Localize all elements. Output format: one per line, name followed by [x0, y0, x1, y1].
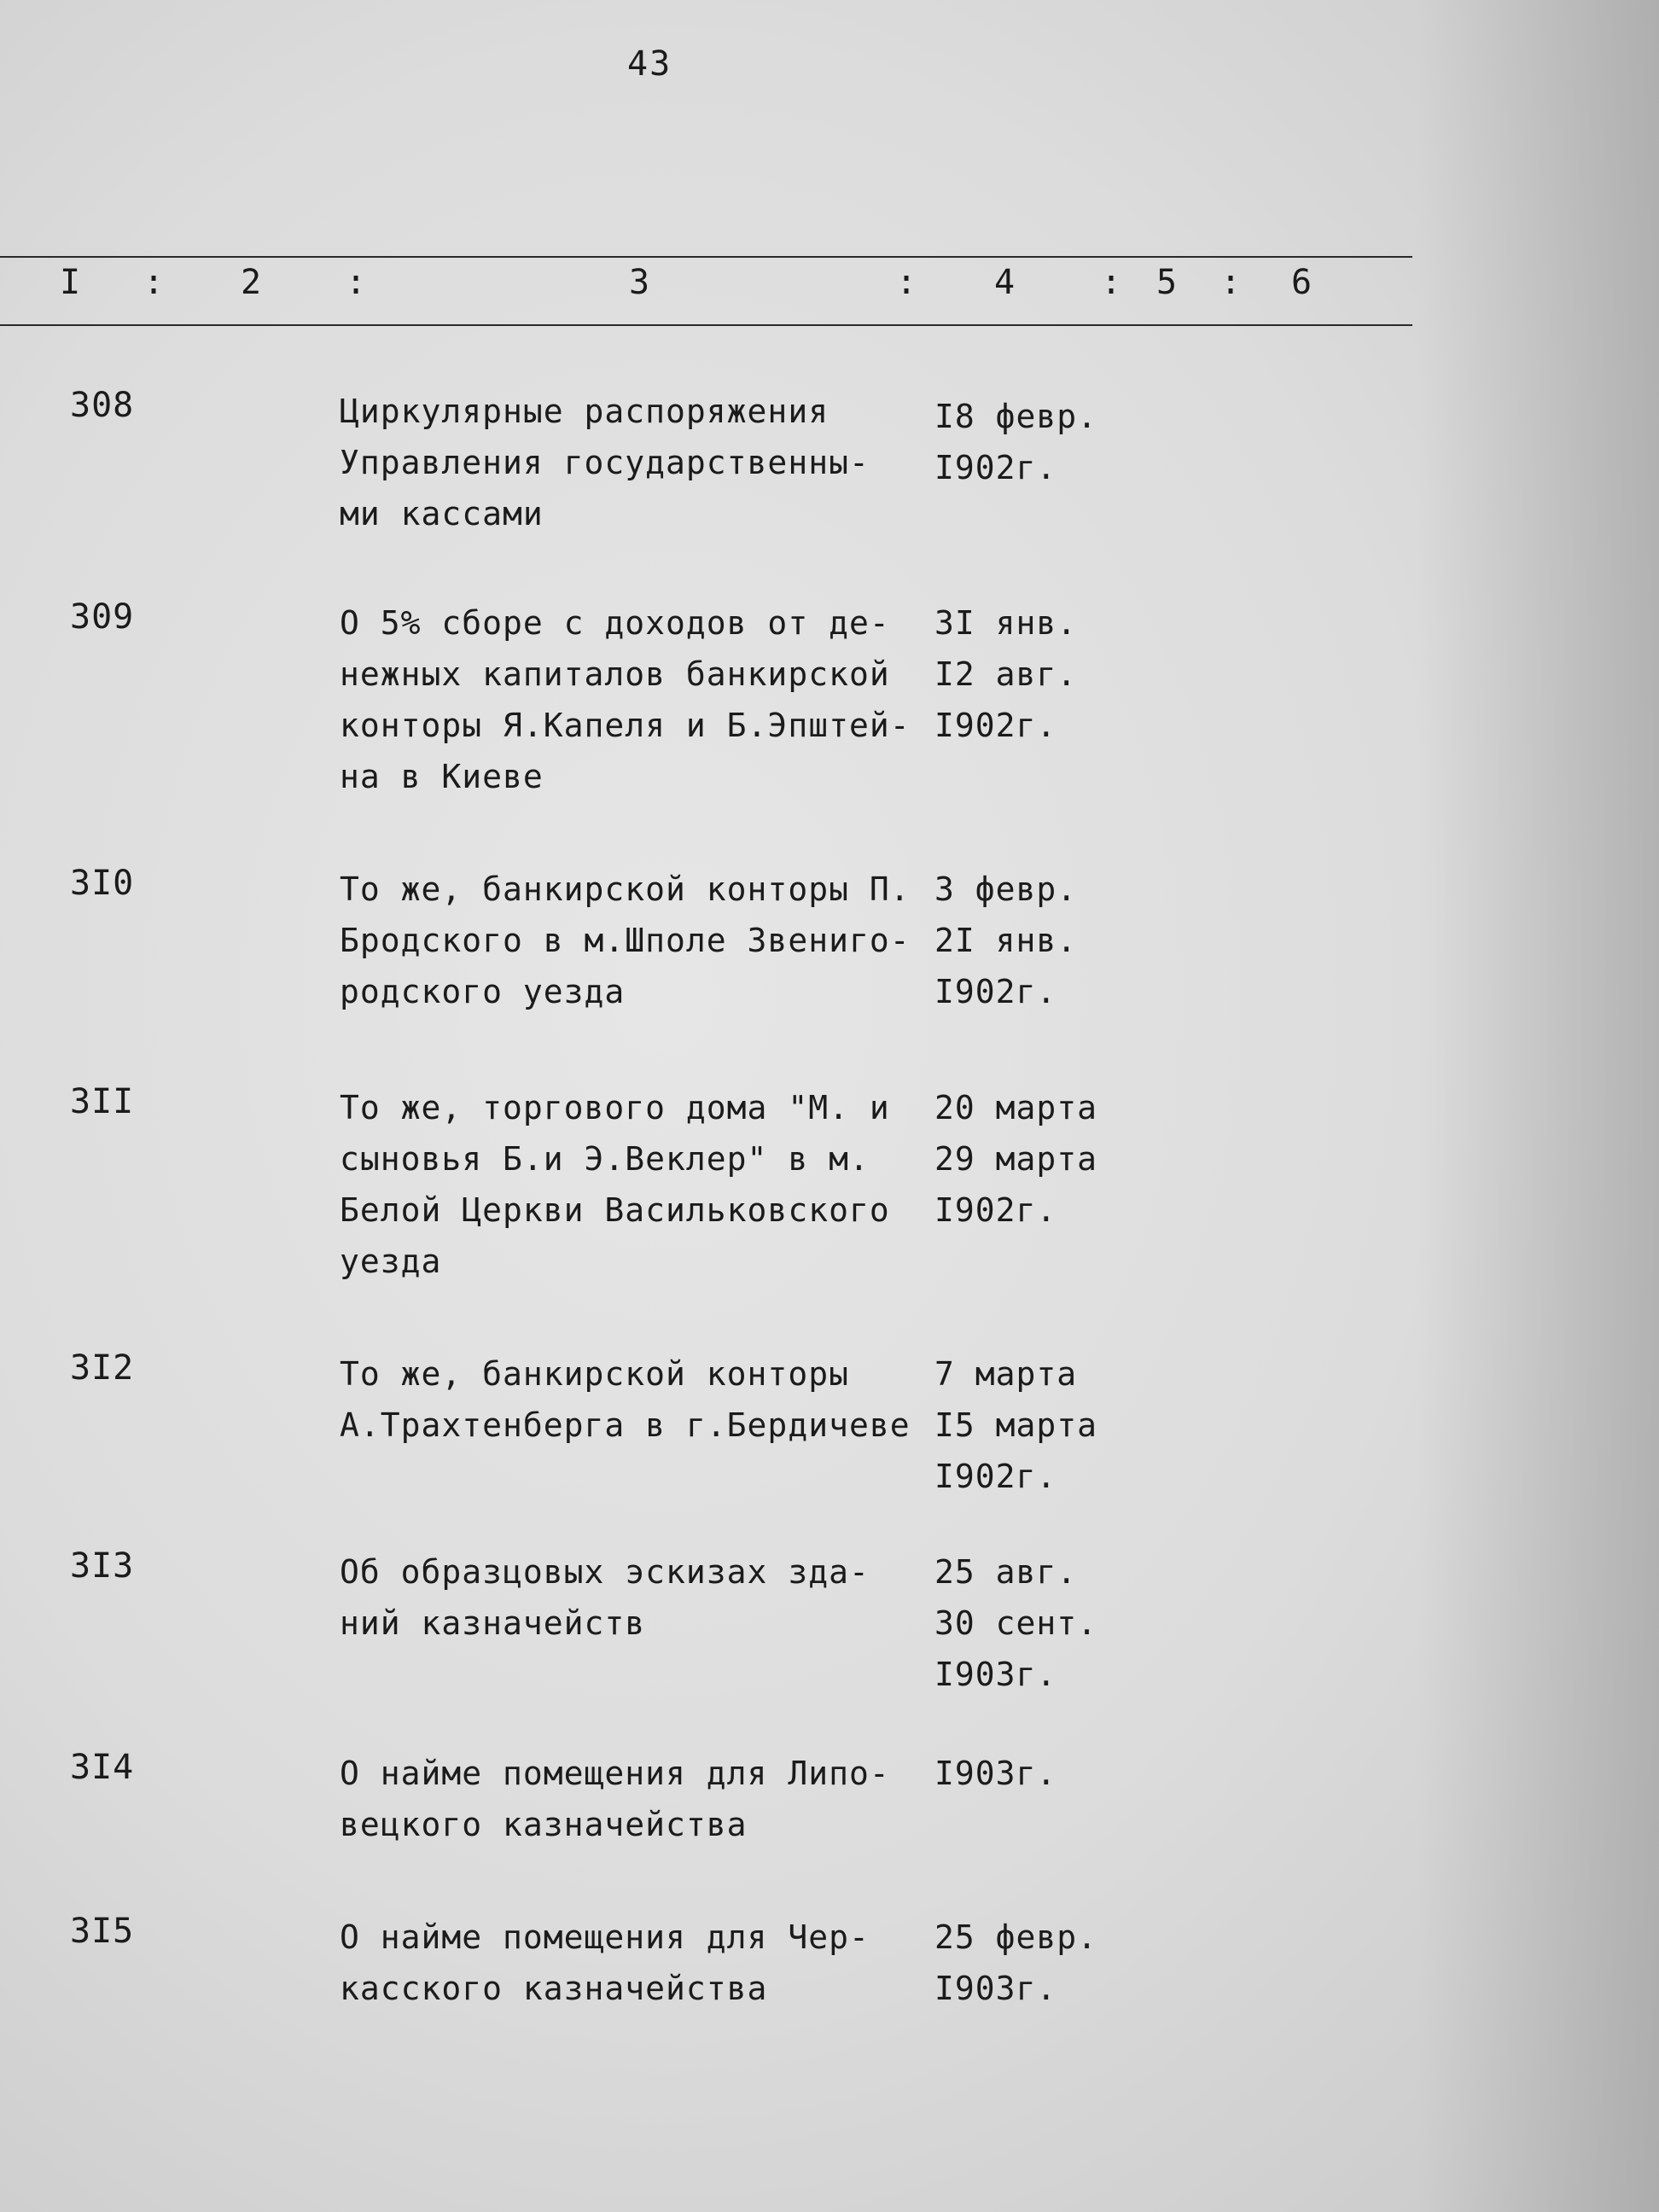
title-line: А.Трахтенберга в г.Бердичеве [340, 1406, 911, 1444]
date-line: I903г. [934, 1656, 1057, 1693]
date-line: I903г. [934, 1970, 1057, 2007]
header-rule-bottom [0, 324, 1412, 326]
title-line: касского казначейства [340, 1970, 768, 2007]
entry-dates [934, 1912, 1156, 2014]
entry-dates [934, 391, 1156, 493]
title-line: О найме помещения для Чер- [340, 1918, 870, 1956]
title-line: сыновья Б.и Э.Веклер" в м. [340, 1140, 870, 1178]
date-line: 30 сент. [934, 1604, 1098, 1642]
column-separator: : [896, 263, 917, 302]
date-line: I8 февр. [934, 398, 1098, 435]
column-header-2: 2 [241, 263, 262, 302]
entry-dates [934, 864, 1156, 1017]
title-line: Белой Церкви Васильковского [340, 1191, 890, 1229]
date-line: I5 марта [934, 1406, 1098, 1444]
title-line: То же, банкирской конторы [340, 1355, 849, 1393]
entry-title [340, 1546, 937, 1649]
entry-number: 3II [70, 1082, 135, 1121]
header-rule-top [0, 256, 1412, 258]
column-separator: : [1220, 263, 1242, 302]
title-line: ми кассами [340, 495, 544, 533]
title-line: Циркулярные распоряжения [340, 393, 830, 430]
title-line: Бродского в м.Шполе Звениго- [340, 922, 911, 959]
date-line: I902г. [934, 1458, 1057, 1495]
date-line: 25 авг. [934, 1553, 1078, 1591]
date-line: I902г. [934, 1191, 1057, 1229]
column-header-4: 4 [994, 263, 1016, 302]
column-separator: : [143, 263, 165, 302]
entry-dates [934, 1748, 1156, 1799]
column-header-1: I [60, 263, 81, 302]
entry-title [340, 864, 937, 1017]
date-line: 25 февр. [934, 1918, 1098, 1956]
entry-number: 3I0 [70, 864, 135, 903]
title-line: То же, банкирской конторы П. [340, 870, 911, 908]
scan-shadow [1417, 0, 1659, 2212]
date-line: 7 марта [934, 1355, 1078, 1393]
title-line: Управления государственны- [340, 444, 870, 481]
page-number: 43 [627, 44, 672, 84]
entry-title [340, 1748, 937, 1850]
entry-title [340, 1348, 937, 1451]
title-line: конторы Я.Капеля и Б.Эпштей- [340, 707, 911, 744]
title-line: родского уезда [340, 973, 626, 1010]
title-line: вецкого казначейства [340, 1806, 748, 1843]
entry-title [340, 597, 937, 802]
entry-dates [934, 1082, 1156, 1236]
entry-dates [934, 1546, 1156, 1700]
entry-number: 308 [70, 386, 135, 425]
date-line: I903г. [934, 1755, 1057, 1792]
column-separator: : [1101, 263, 1122, 302]
entry-title [340, 1082, 937, 1287]
date-line: 20 марта [934, 1089, 1098, 1126]
title-line: уезда [340, 1243, 442, 1280]
column-separator: : [346, 263, 367, 302]
entry-dates [934, 1348, 1156, 1502]
date-line: 2I янв. [934, 922, 1078, 959]
title-line: О 5% сборе с доходов от де- [340, 604, 890, 642]
title-line: То же, торгового дома "М. и [340, 1089, 890, 1126]
title-line: на в Киеве [340, 758, 544, 795]
entry-number: 3I2 [70, 1348, 135, 1388]
entry-number: 3I5 [70, 1912, 135, 1951]
entry-number: 3I3 [70, 1546, 135, 1586]
date-line: I2 авг. [934, 655, 1078, 693]
title-line: О найме помещения для Липо- [340, 1755, 890, 1792]
column-header-5: 5 [1156, 263, 1178, 302]
title-line: ний казначейств [340, 1604, 646, 1642]
column-header-6: 6 [1291, 263, 1313, 302]
date-line: 3 февр. [934, 870, 1078, 908]
date-line: 3I янв. [934, 604, 1078, 642]
title-line: Об образцовых эскизах зда- [340, 1553, 870, 1591]
date-line: 29 марта [934, 1140, 1098, 1178]
title-line: нежных капиталов банкирской [340, 655, 890, 693]
date-line: I902г. [934, 449, 1057, 486]
column-header-3: 3 [629, 263, 650, 302]
entry-title [340, 386, 937, 539]
date-line: I902г. [934, 707, 1057, 744]
entry-title [340, 1912, 937, 2014]
date-line: I902г. [934, 973, 1057, 1010]
entry-number: 309 [70, 597, 135, 637]
entry-number: 3I4 [70, 1748, 135, 1787]
entry-dates [934, 597, 1156, 751]
